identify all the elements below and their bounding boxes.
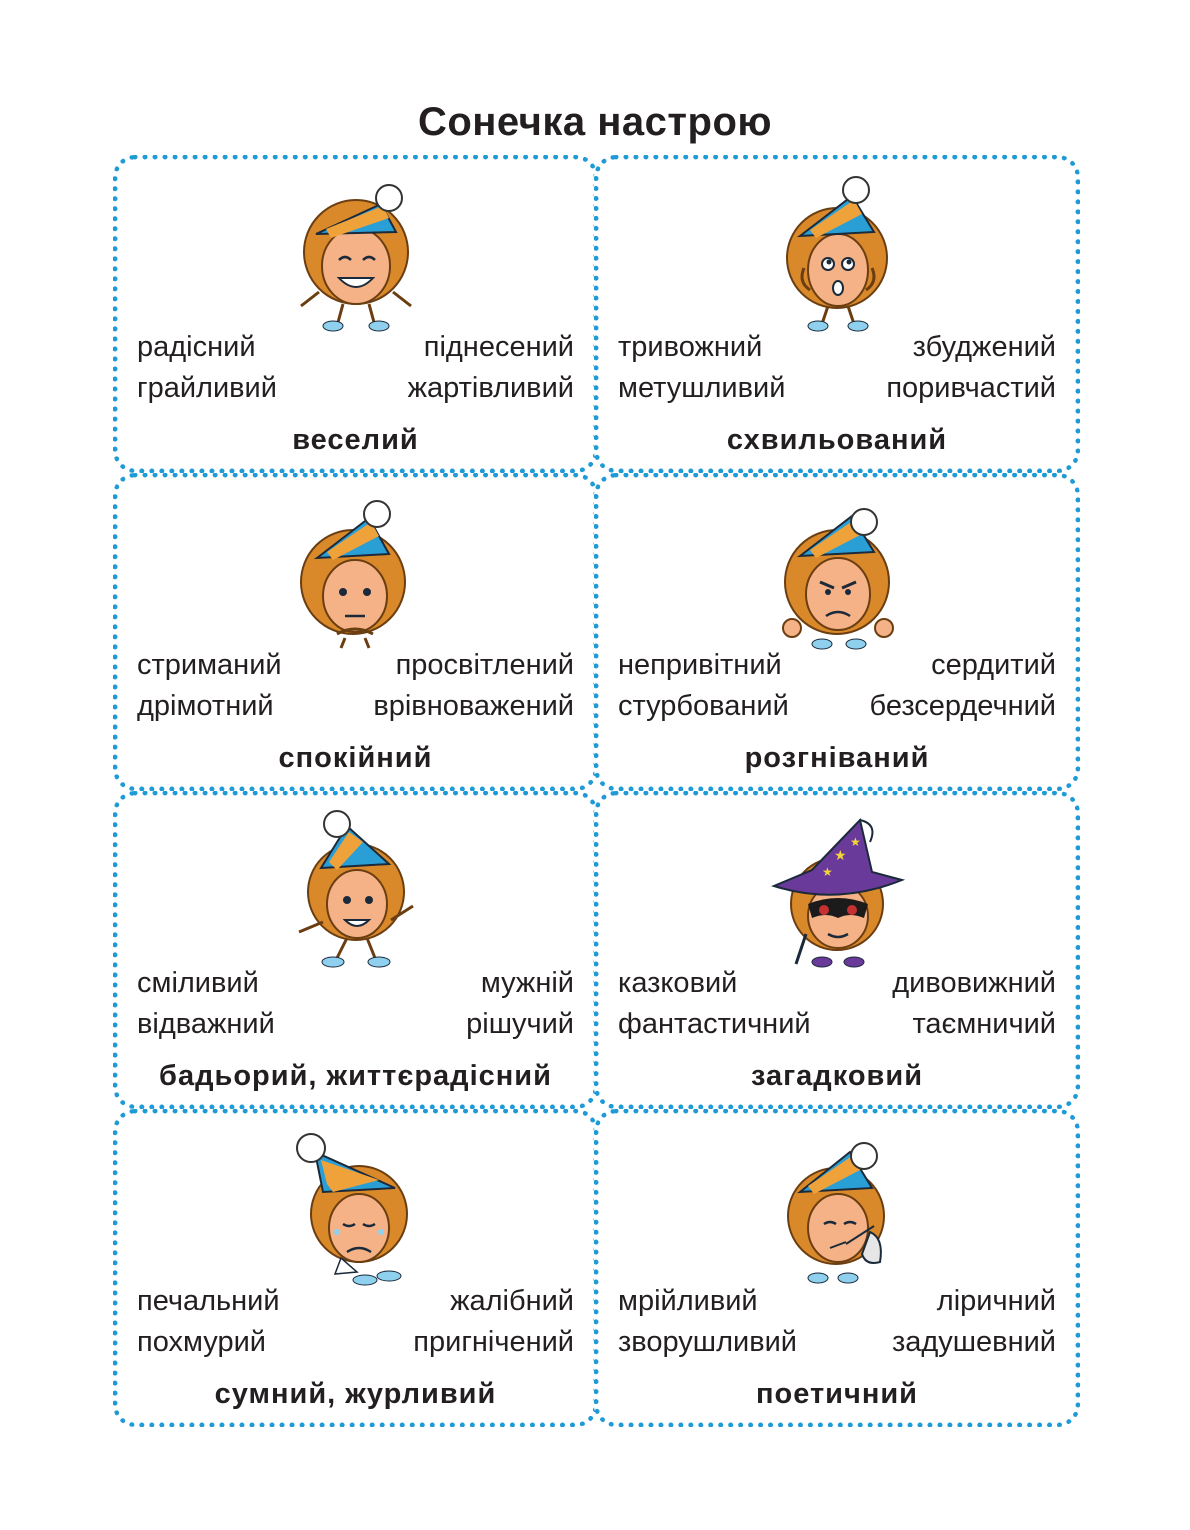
svg-text:★: ★ xyxy=(850,835,861,849)
girl-wizard-icon xyxy=(752,810,922,970)
word: безсердечний xyxy=(869,690,1056,722)
mood-card-calm xyxy=(113,473,598,791)
mood-label: загадковий xyxy=(750,1060,924,1092)
word: сердитий xyxy=(931,649,1056,681)
word: радісний xyxy=(137,331,256,363)
word: відважний xyxy=(137,1008,275,1040)
word: стриманий xyxy=(137,649,282,681)
girl-worried-icon xyxy=(752,174,922,334)
girl-dreaming-icon xyxy=(752,1128,922,1288)
mood-card-mysterious xyxy=(594,791,1080,1109)
word: печальний xyxy=(137,1285,280,1317)
mood-card-sad xyxy=(113,1109,598,1427)
word: стурбований xyxy=(618,690,789,722)
word: врівноважений xyxy=(373,690,574,722)
mood-label: розгніваний xyxy=(744,742,930,774)
girl-cheerful-icon xyxy=(271,810,441,970)
word: казковий xyxy=(618,967,738,999)
mood-card-poetic xyxy=(594,1109,1080,1427)
word: грайливий xyxy=(137,372,277,404)
word: мужній xyxy=(480,967,574,999)
girl-laughing-icon xyxy=(271,174,441,334)
word: рішучий xyxy=(466,1008,574,1040)
word: жартівливий xyxy=(407,372,574,404)
mood-label: поетичний xyxy=(755,1378,918,1410)
word: мрійливий xyxy=(618,1285,758,1317)
word: збуджений xyxy=(912,331,1056,363)
word: пригнічений xyxy=(413,1326,574,1358)
word: ліричний xyxy=(936,1285,1056,1317)
word: таємничий xyxy=(912,1008,1056,1040)
word: фантастичний xyxy=(618,1008,811,1040)
mood-label: веселий xyxy=(292,424,419,456)
word: дивовижний xyxy=(892,967,1056,999)
word: метушливий xyxy=(618,372,786,404)
word: поривчастий xyxy=(886,372,1056,404)
word: жалібний xyxy=(450,1285,574,1317)
svg-text:★: ★ xyxy=(822,865,833,879)
svg-text:★: ★ xyxy=(834,848,847,864)
word: просвітлений xyxy=(395,649,574,681)
girl-angry-icon xyxy=(752,492,922,652)
mood-label: схвильований xyxy=(726,424,948,456)
word: непривітний xyxy=(618,649,782,681)
mood-label: спокійний xyxy=(278,742,433,774)
page-title: Сонечка настрою xyxy=(417,100,773,144)
mood-card-cheerful xyxy=(113,155,598,473)
mood-label: бадьорий, життєрадісний xyxy=(159,1060,552,1092)
word: задушевний xyxy=(891,1326,1056,1358)
mood-card-angry xyxy=(594,473,1080,791)
word: тривожний xyxy=(618,331,763,363)
girl-calm-icon xyxy=(271,492,441,652)
word: дрімотний xyxy=(137,690,274,722)
mood-label: сумний, журливий xyxy=(214,1378,497,1410)
word: зворушливий xyxy=(618,1326,797,1358)
word: похмурий xyxy=(137,1326,266,1358)
word: піднесений xyxy=(423,331,574,363)
girl-crying-icon xyxy=(271,1128,441,1288)
word: сміливий xyxy=(137,967,259,999)
mood-card-worried xyxy=(594,155,1080,473)
mood-card-brave xyxy=(113,791,598,1109)
